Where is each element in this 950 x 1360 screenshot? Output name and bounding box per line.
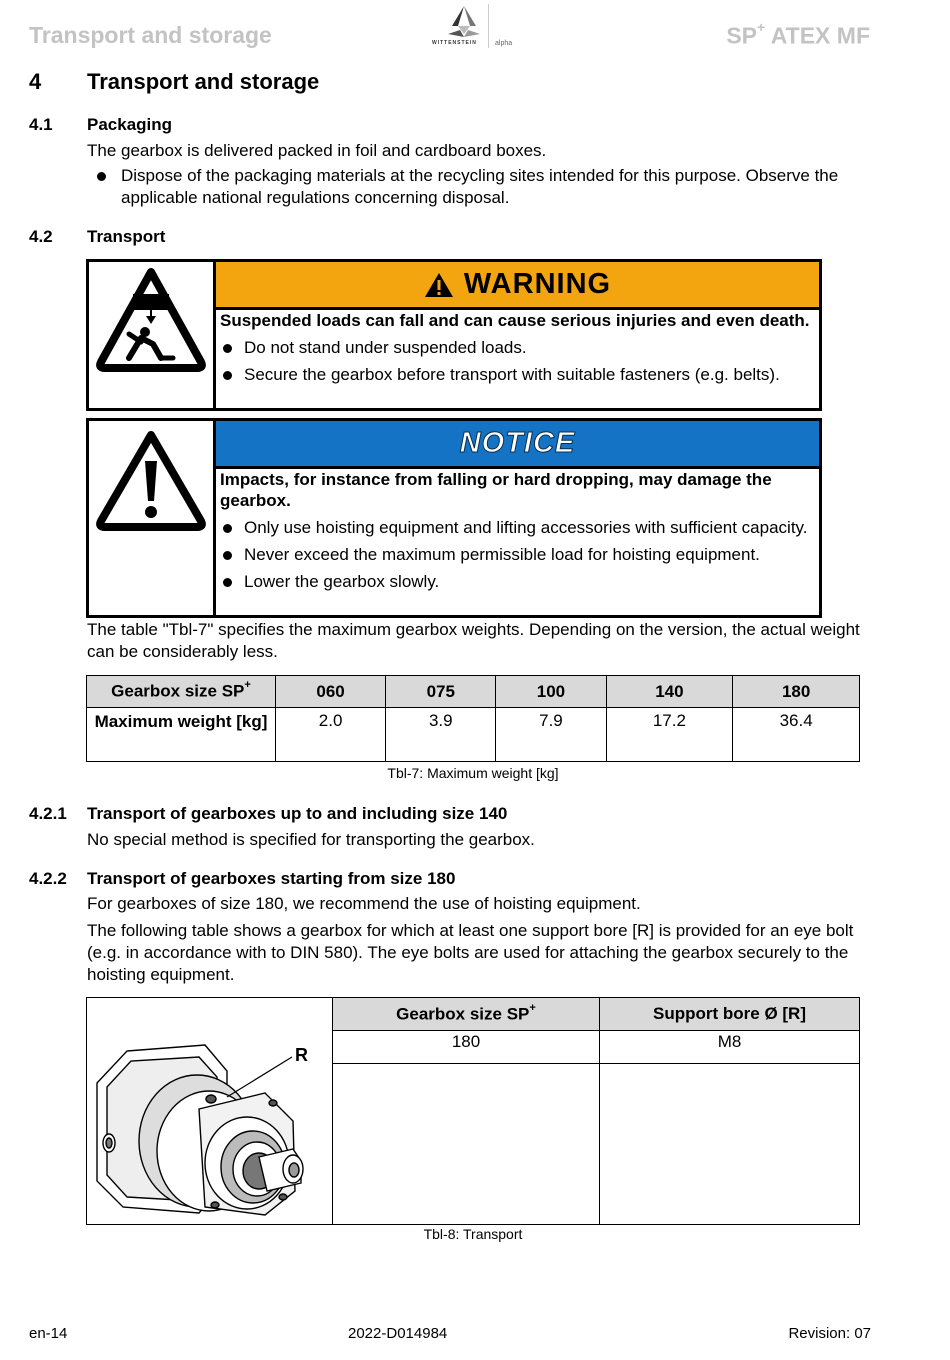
- table-cell: 7.9: [496, 708, 606, 762]
- gearbox-figure-cell: [87, 1031, 333, 1225]
- logo-icon: [436, 4, 492, 40]
- table-row-header: Maximum weight [kg]: [87, 708, 276, 762]
- warning-bullet: [220, 337, 815, 358]
- notice-box: [86, 418, 822, 618]
- bullet-dot: [223, 524, 232, 533]
- table-header-sup: +: [529, 1001, 536, 1014]
- transport-table: [86, 997, 860, 1225]
- warning-triangle-icon: [424, 272, 454, 298]
- table-row: [87, 1031, 860, 1064]
- subsection-title: Packaging: [87, 115, 173, 134]
- packaging-bullet-text: Dispose of the packaging materials at the recycling sites intended for this purpose. Observe the applicable national regulations concerning disposal.: [121, 166, 839, 207]
- support-bore-label: R: [295, 1044, 308, 1065]
- subsection-number: 4.2: [29, 227, 53, 246]
- table-header-cell: 060: [276, 676, 386, 708]
- notice-bullet-text: Never exceed the maximum permissible load for hoisting equipment.: [244, 545, 760, 564]
- table-header-cell: Support bore Ø [R]: [600, 998, 860, 1031]
- header-product-main: SP: [726, 22, 758, 49]
- footer-revision: Revision: 07: [788, 1325, 871, 1342]
- table-cell: M8: [600, 1031, 860, 1064]
- notice-bullet-text: Lower the gearbox slowly.: [244, 572, 440, 591]
- warning-label: WARNING: [463, 268, 612, 300]
- bullet-dot: [223, 551, 232, 560]
- table-empty-cell: [87, 998, 333, 1031]
- logo-separator: [488, 4, 489, 48]
- table-cell: 36.4: [733, 708, 860, 762]
- subsection-title: Transport: [87, 227, 166, 246]
- bullet-dot: [223, 344, 232, 353]
- warning-title: [424, 268, 611, 301]
- exclamation-icon: [89, 421, 213, 541]
- weights-table: [86, 675, 860, 762]
- warning-banner: [216, 262, 819, 310]
- table-cell: 2.0: [276, 708, 386, 762]
- warning-lead: Suspended loads can fall and can cause serious injuries and even death.: [220, 311, 810, 330]
- subsection-number: 4.1: [29, 115, 53, 134]
- table-header-cell: 140: [606, 676, 733, 708]
- packaging-paragraph: The gearbox is delivered packed in foil and cardboard boxes.: [87, 141, 547, 160]
- header-product-sup: +: [757, 19, 766, 35]
- support-bore-paragraph: The following table shows a gearbox for which at least one support bore [R] is provided for an eye bolt (e.g. in accordance with to DIN 580). The eye bolts are used for attaching the gearbox securely to the hoisting equipment.: [87, 921, 854, 984]
- notice-label: NOTICE: [459, 427, 576, 459]
- table-header-cell: [87, 676, 276, 708]
- footer-doc-number: 2022-D014984: [348, 1325, 448, 1342]
- table-caption: Tbl-8: Transport: [423, 1226, 523, 1242]
- warning-box: [86, 259, 822, 411]
- suspended-load-icon: [89, 262, 213, 408]
- gearbox-figure: [87, 1031, 330, 1221]
- table-row: [87, 708, 860, 762]
- table-empty-cell: [600, 1064, 860, 1225]
- header-title: Transport and storage: [29, 22, 272, 48]
- transport-140-paragraph: No special method is specified for transporting the gearbox.: [87, 830, 535, 849]
- packaging-bullet: [87, 165, 872, 209]
- notice-bullet-text: Only use hoisting equipment and lifting accessories with sufficient capacity.: [244, 518, 808, 537]
- table-cell: 180: [333, 1031, 600, 1064]
- subsection-number: 4.2.1: [29, 804, 67, 823]
- warning-bullet-text: Secure the gearbox before transport with suitable fasteners (e.g. belts).: [244, 365, 780, 384]
- table-caption: Tbl-7: Maximum weight [kg]: [387, 765, 559, 781]
- subsection-title: Transport of gearboxes starting from size 180: [87, 869, 456, 888]
- table-header-row: [87, 676, 860, 708]
- table-header-cell: 100: [496, 676, 606, 708]
- table-header-label: Gearbox size SP: [111, 681, 245, 701]
- section-number: 4: [29, 69, 42, 94]
- notice-content: [220, 469, 815, 592]
- logo-brand: WITTENSTEIN: [432, 40, 477, 46]
- table-header-cell: 075: [386, 676, 496, 708]
- footer-page: en-14: [29, 1325, 68, 1342]
- table-header-sup: +: [244, 679, 251, 692]
- table-cell: 17.2: [606, 708, 733, 762]
- warning-content: [220, 310, 815, 385]
- notice-bullet: [220, 571, 815, 592]
- header-product: [726, 19, 870, 50]
- logo-sub: alpha: [495, 40, 513, 47]
- table-cell: 3.9: [386, 708, 496, 762]
- table-header-label: Gearbox size SP: [396, 1004, 530, 1024]
- notice-bullet: [220, 544, 815, 565]
- table-header-row: [87, 998, 860, 1031]
- weights-paragraph: The table "Tbl-7" specifies the maximum gearbox weights. Depending on the version, the actual weight can be considerably less.: [87, 620, 860, 661]
- header-product-rest: ATEX MF: [765, 22, 870, 49]
- subsection-title: Transport of gearboxes up to and including size 140: [87, 804, 508, 823]
- warning-icon-cell: [89, 262, 216, 408]
- bullet-dot: [223, 578, 232, 587]
- table-header-cell: [333, 998, 600, 1031]
- bullet-dot: [97, 172, 106, 181]
- notice-bullet: [220, 517, 815, 538]
- notice-banner: [216, 421, 819, 469]
- notice-icon-cell: [89, 421, 216, 615]
- subsection-number: 4.2.2: [29, 869, 67, 888]
- company-logo: [426, 4, 526, 50]
- warning-bullet: [220, 364, 815, 385]
- warning-bullet-text: Do not stand under suspended loads.: [244, 338, 527, 357]
- table-header-cell: 180: [733, 676, 860, 708]
- section-title: Transport and storage: [87, 69, 320, 94]
- notice-lead: Impacts, for instance from falling or hard dropping, may damage the gearbox.: [220, 470, 772, 510]
- bullet-dot: [223, 371, 232, 380]
- transport-180-paragraph: For gearboxes of size 180, we recommend the use of hoisting equipment.: [87, 894, 641, 913]
- table-empty-cell: [333, 1064, 600, 1225]
